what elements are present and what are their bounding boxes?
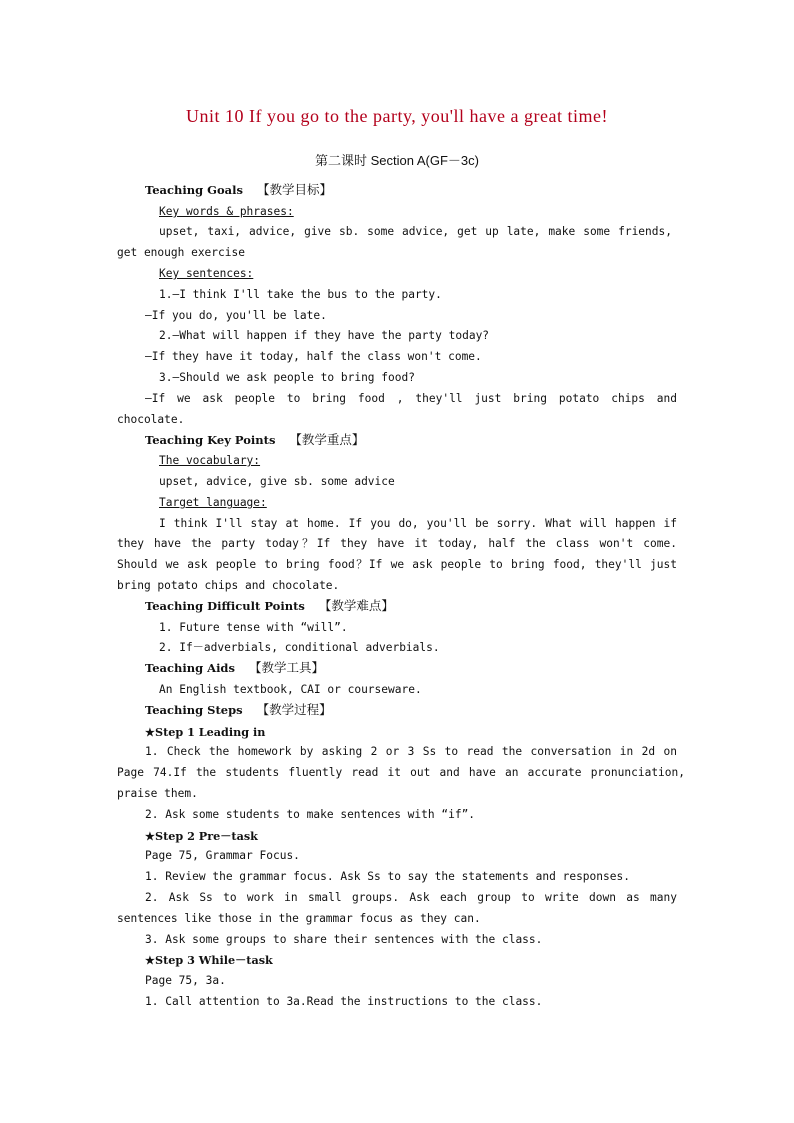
vocabulary-label: The vocabulary: bbox=[159, 454, 261, 467]
step-1-heading: ★Step 1 Leading in bbox=[145, 725, 266, 739]
key-sentence-2b: —If they have it today, half the class won't come. bbox=[145, 350, 482, 363]
step-2-line-1: 1. Review the grammar focus. Ask Ss to say the statements and responses. bbox=[145, 870, 630, 883]
target-language-line-2: they have the party today？If they have it today, half the class won't come. bbox=[117, 537, 677, 550]
teaching-steps-heading-cn: 【教学过程】 bbox=[256, 702, 332, 717]
key-sentence-3a: 3.—Should we ask people to bring food? bbox=[159, 371, 415, 384]
teaching-aids-heading bbox=[145, 661, 324, 675]
key-words-line-2: get enough exercise bbox=[117, 246, 245, 259]
key-sentence-2a: 2.—What will happen if they have the party today? bbox=[159, 329, 490, 342]
key-sentence-3b-line-1: —If we ask people to bring food , they'll just bring potato chips and bbox=[145, 392, 677, 405]
step-2-line-4: 3. Ask some groups to share their sentences with the class. bbox=[145, 933, 543, 946]
step-3-heading: ★Step 3 While－task bbox=[145, 953, 273, 967]
step-2-heading: ★Step 2 Pre－task bbox=[145, 829, 258, 843]
target-language-label: Target language: bbox=[159, 496, 267, 509]
difficult-points-heading bbox=[145, 599, 394, 613]
step-3-page: Page 75, 3a. bbox=[145, 974, 226, 987]
target-language-line-1: I think I'll stay at home. If you do, you'll be sorry. What will happen if bbox=[159, 517, 677, 530]
document-title: Unit 10 If you go to the party, you'll have a great time! bbox=[186, 106, 608, 126]
key-sentence-1a: 1.—I think I'll take the bus to the party. bbox=[159, 288, 442, 301]
key-points-heading bbox=[145, 433, 364, 447]
vocabulary-text: upset, advice, give sb. some advice bbox=[159, 475, 395, 488]
key-sentence-1b: —If you do, you'll be late. bbox=[145, 309, 327, 322]
step-2-page: Page 75, Grammar Focus. bbox=[145, 849, 300, 862]
document-subtitle: 第二课时 Section A(GF－3c) bbox=[315, 153, 479, 168]
teaching-goals-heading bbox=[145, 183, 332, 197]
teaching-steps-heading bbox=[145, 703, 332, 717]
step-1-line-1: 1. Check the homework by asking 2 or 3 Ss to read the conversation in 2d on bbox=[145, 745, 677, 758]
teaching-steps-heading-en: Teaching Steps bbox=[145, 703, 243, 717]
key-words-label: Key words & phrases: bbox=[159, 205, 294, 218]
key-words-line-1: upset, taxi, advice, give sb. some advice, get up late, make some friends, bbox=[159, 225, 672, 238]
step-2-line-2: 2. Ask Ss to work in small groups. Ask each group to write down as many bbox=[145, 891, 677, 904]
difficult-points-heading-en: Teaching Difficult Points bbox=[145, 599, 305, 613]
step-3-line-1: 1. Call attention to 3a.Read the instructions to the class. bbox=[145, 995, 543, 1008]
key-sentence-3b-line-2: chocolate. bbox=[117, 413, 185, 426]
key-points-heading-en: Teaching Key Points bbox=[145, 433, 276, 447]
step-2-line-3: sentences like those in the grammar focus as they can. bbox=[117, 912, 481, 925]
teaching-goals-heading-cn: 【教学目标】 bbox=[256, 182, 332, 197]
target-language-line-4: bring potato chips and chocolate. bbox=[117, 579, 340, 592]
difficult-point-1: 1. Future tense with “will”. bbox=[159, 621, 348, 634]
teaching-aids-heading-cn: 【教学工具】 bbox=[248, 660, 324, 675]
teaching-goals-heading-en: Teaching Goals bbox=[145, 183, 243, 197]
step-1-line-4: 2. Ask some students to make sentences with “if”. bbox=[145, 808, 476, 821]
difficult-points-heading-cn: 【教学难点】 bbox=[318, 598, 394, 613]
key-points-heading-cn: 【教学重点】 bbox=[289, 432, 365, 447]
step-1-line-3: praise them. bbox=[117, 787, 198, 800]
difficult-point-2: 2. If－adverbials, conditional adverbials. bbox=[159, 641, 440, 654]
teaching-aids-text: An English textbook, CAI or courseware. bbox=[159, 683, 422, 696]
target-language-line-3: Should we ask people to bring food？If we ask people to bring food, they'll just bbox=[117, 558, 677, 571]
key-sentences-label: Key sentences: bbox=[159, 267, 254, 280]
step-1-line-2: Page 74.If the students fluently read it out and have an accurate pronunciation, bbox=[117, 766, 685, 779]
teaching-aids-heading-en: Teaching Aids bbox=[145, 661, 235, 675]
